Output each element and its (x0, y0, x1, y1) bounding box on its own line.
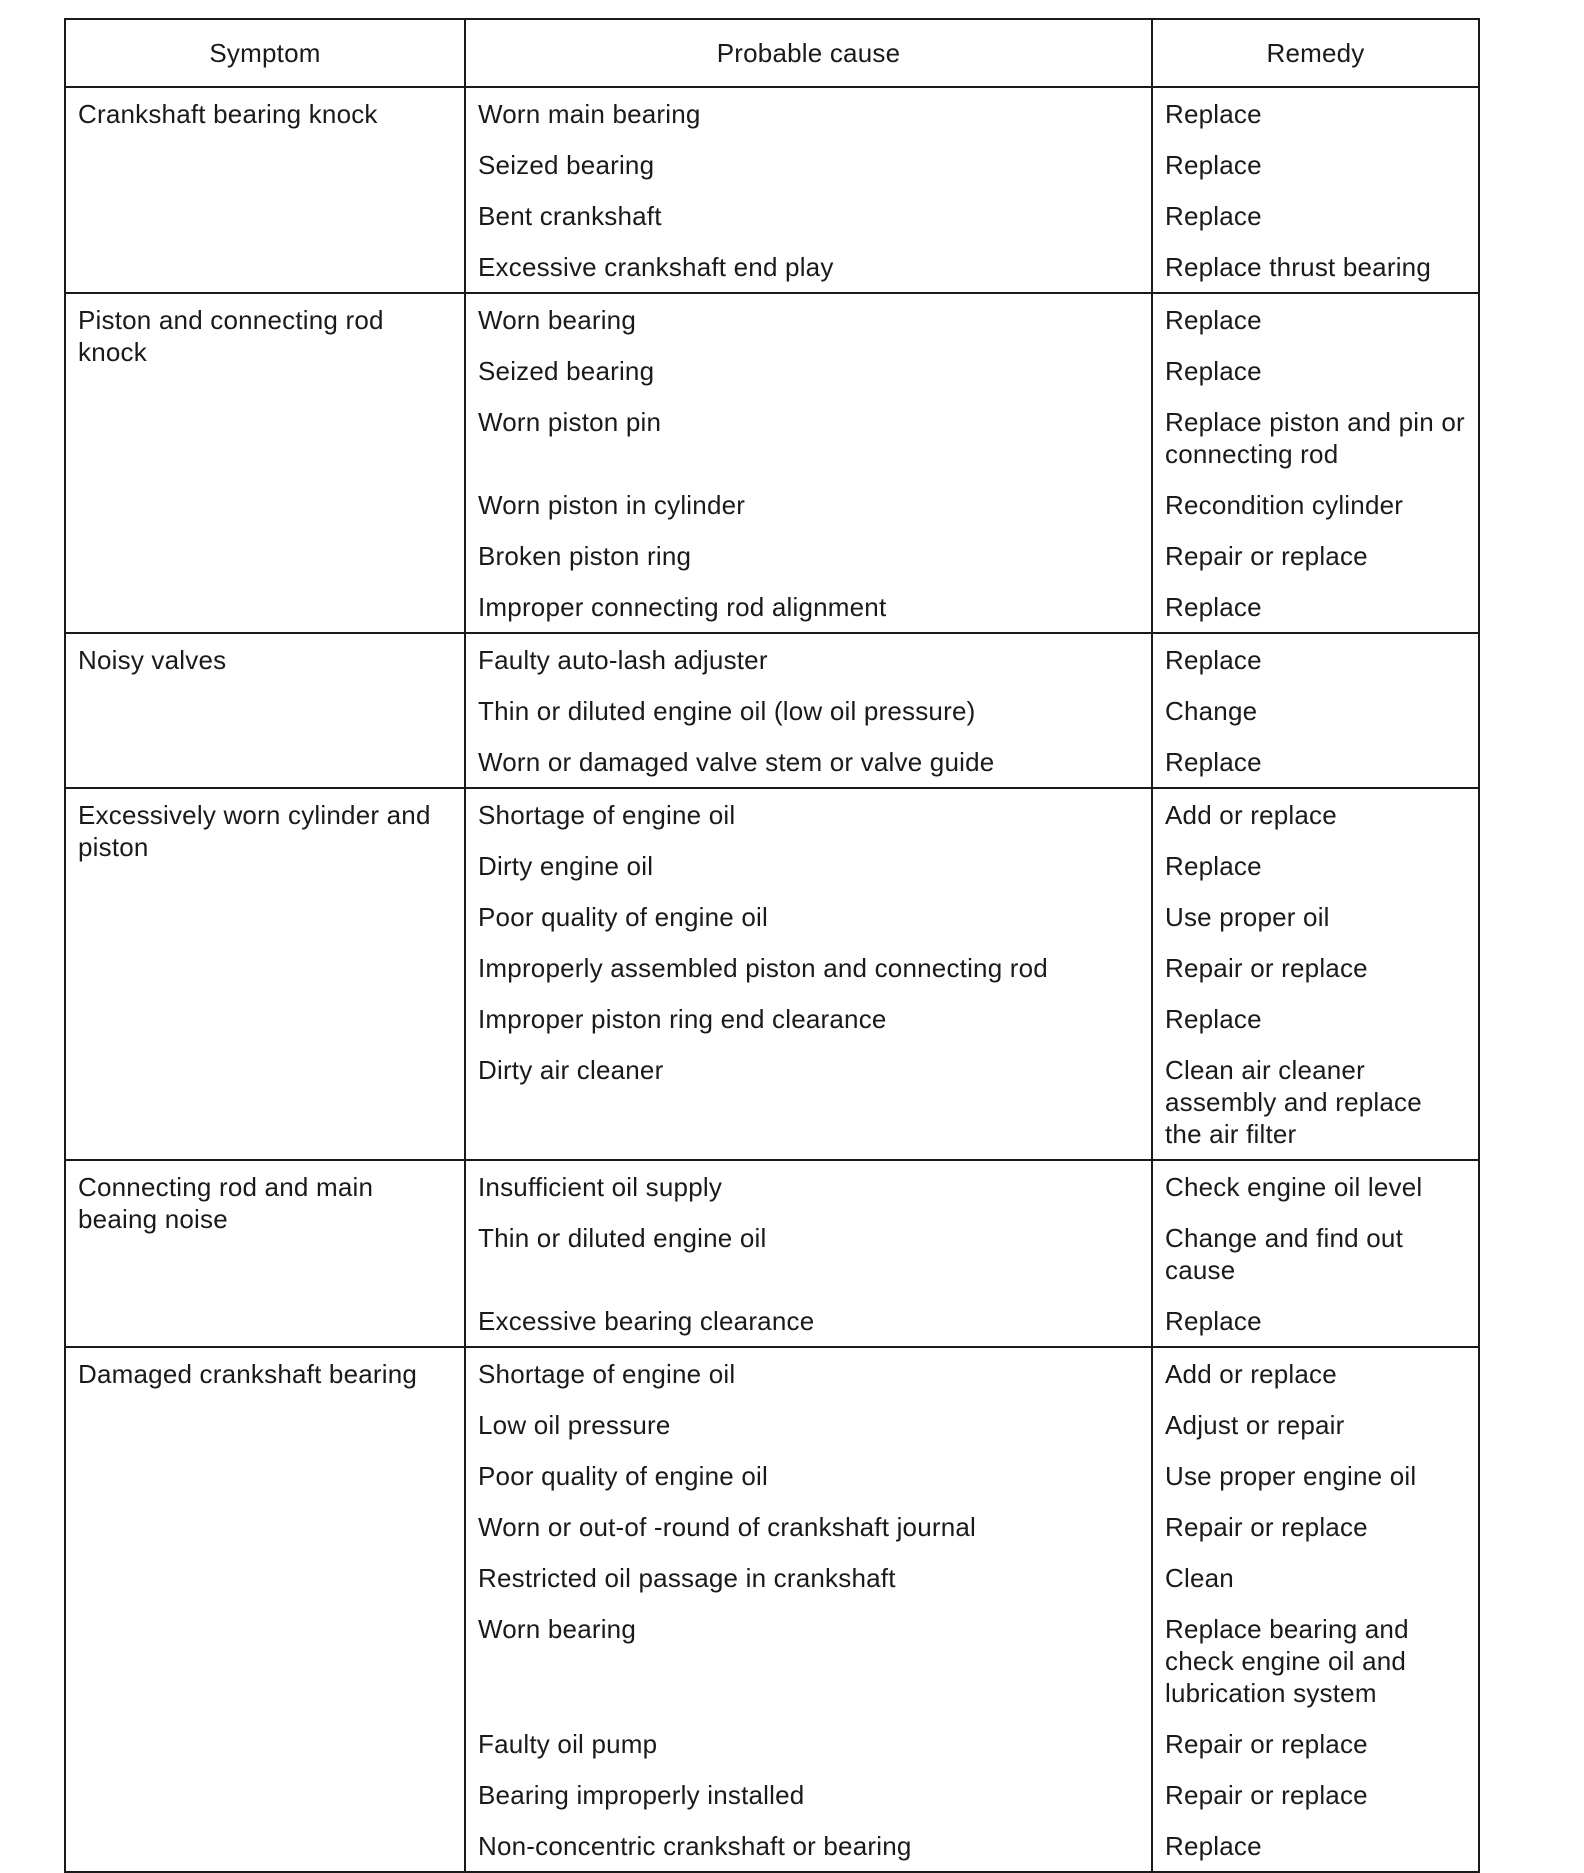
table-body (65, 87, 1479, 1872)
remedy-cell: Replace (1152, 139, 1479, 190)
cause-cell: Excessive crankshaft end play (465, 241, 1152, 293)
cause-cell: Worn piston in cylinder (465, 479, 1152, 530)
remedy-cell: Repair or replace (1152, 530, 1479, 581)
cause-cell: Shortage of engine oil (465, 788, 1152, 840)
symptom-cell: Crankshaft bearing knock (65, 87, 465, 293)
symptom-cell: Connecting rod and main beaing noise (65, 1160, 465, 1347)
table-row (65, 788, 1479, 840)
cause-cell: Bent crankshaft (465, 190, 1152, 241)
remedy-cell: Add or replace (1152, 788, 1479, 840)
table-row (65, 293, 1479, 345)
cause-cell: Worn piston pin (465, 396, 1152, 479)
remedy-cell: Replace (1152, 190, 1479, 241)
cause-cell: Insufficient oil supply (465, 1160, 1152, 1212)
header-symptom: Symptom (65, 19, 465, 87)
symptom-cell: Piston and connecting rod knock (65, 293, 465, 633)
remedy-cell: Replace (1152, 87, 1479, 139)
cause-cell: Poor quality of engine oil (465, 891, 1152, 942)
remedy-cell: Replace bearing and check engine oil and lubrication system (1152, 1603, 1479, 1718)
remedy-cell: Replace piston and pin or connecting rod (1152, 396, 1479, 479)
remedy-cell: Replace (1152, 1295, 1479, 1347)
remedy-cell: Replace (1152, 840, 1479, 891)
symptom-cell: Damaged crankshaft bearing (65, 1347, 465, 1872)
remedy-cell: Replace thrust bearing (1152, 241, 1479, 293)
header-probable-cause: Probable cause (465, 19, 1152, 87)
cause-cell: Seized bearing (465, 345, 1152, 396)
remedy-cell: Replace (1152, 633, 1479, 685)
cause-cell: Worn main bearing (465, 87, 1152, 139)
cause-cell: Restricted oil passage in crankshaft (465, 1552, 1152, 1603)
remedy-cell: Replace (1152, 581, 1479, 633)
cause-cell: Shortage of engine oil (465, 1347, 1152, 1399)
remedy-cell: Clean air cleaner assembly and replace the air filter (1152, 1044, 1479, 1160)
remedy-cell: Recondition cylinder (1152, 479, 1479, 530)
remedy-cell: Check engine oil level (1152, 1160, 1479, 1212)
remedy-cell: Repair or replace (1152, 1769, 1479, 1820)
cause-cell: Worn or out-of -round of crankshaft journal (465, 1501, 1152, 1552)
remedy-cell: Replace (1152, 1820, 1479, 1872)
remedy-cell: Clean (1152, 1552, 1479, 1603)
cause-cell: Dirty air cleaner (465, 1044, 1152, 1160)
cause-cell: Poor quality of engine oil (465, 1450, 1152, 1501)
header-row (65, 19, 1479, 87)
remedy-cell: Adjust or repair (1152, 1399, 1479, 1450)
cause-cell: Worn or damaged valve stem or valve guide (465, 736, 1152, 788)
cause-cell: Worn bearing (465, 293, 1152, 345)
cause-cell: Broken piston ring (465, 530, 1152, 581)
table-row (65, 633, 1479, 685)
symptom-cell: Noisy valves (65, 633, 465, 788)
remedy-cell: Replace (1152, 993, 1479, 1044)
remedy-cell: Change and find out cause (1152, 1212, 1479, 1295)
table-row (65, 1347, 1479, 1399)
remedy-cell: Use proper engine oil (1152, 1450, 1479, 1501)
symptom-cell: Excessively worn cylinder and piston (65, 788, 465, 1160)
cause-cell: Bearing improperly installed (465, 1769, 1152, 1820)
header-remedy: Remedy (1152, 19, 1479, 87)
table-row (65, 87, 1479, 139)
cause-cell: Thin or diluted engine oil (low oil pressure) (465, 685, 1152, 736)
cause-cell: Worn bearing (465, 1603, 1152, 1718)
document-page (64, 18, 1478, 1873)
remedy-cell: Repair or replace (1152, 1501, 1479, 1552)
cause-cell: Improperly assembled piston and connecting rod (465, 942, 1152, 993)
remedy-cell: Use proper oil (1152, 891, 1479, 942)
troubleshooting-table (64, 18, 1480, 1873)
cause-cell: Improper piston ring end clearance (465, 993, 1152, 1044)
cause-cell: Dirty engine oil (465, 840, 1152, 891)
table-row (65, 1160, 1479, 1212)
cause-cell: Faulty oil pump (465, 1718, 1152, 1769)
remedy-cell: Change (1152, 685, 1479, 736)
remedy-cell: Replace (1152, 736, 1479, 788)
cause-cell: Faulty auto-lash adjuster (465, 633, 1152, 685)
remedy-cell: Repair or replace (1152, 942, 1479, 993)
cause-cell: Improper connecting rod alignment (465, 581, 1152, 633)
table-header (65, 19, 1479, 87)
cause-cell: Low oil pressure (465, 1399, 1152, 1450)
cause-cell: Non-concentric crankshaft or bearing (465, 1820, 1152, 1872)
cause-cell: Excessive bearing clearance (465, 1295, 1152, 1347)
cause-cell: Thin or diluted engine oil (465, 1212, 1152, 1295)
remedy-cell: Repair or replace (1152, 1718, 1479, 1769)
cause-cell: Seized bearing (465, 139, 1152, 190)
remedy-cell: Replace (1152, 345, 1479, 396)
remedy-cell: Add or replace (1152, 1347, 1479, 1399)
remedy-cell: Replace (1152, 293, 1479, 345)
